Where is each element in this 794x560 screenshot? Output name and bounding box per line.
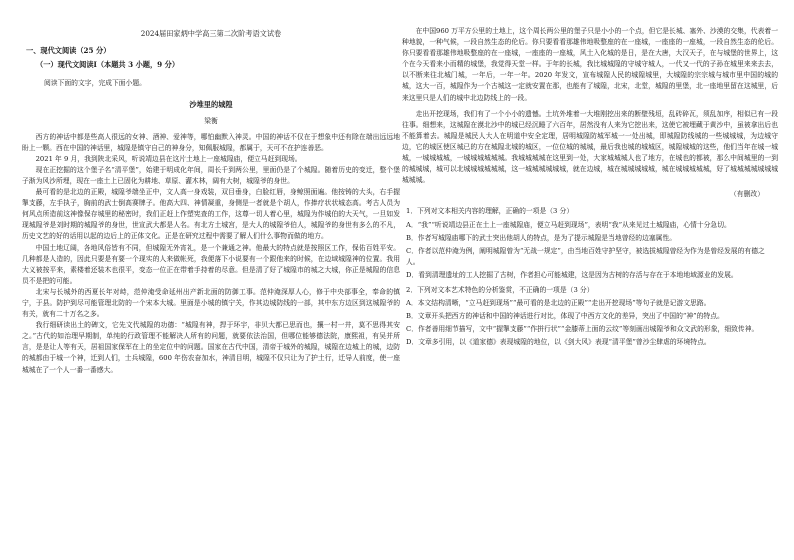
question-stem: 2．下列对文本艺术特色的分析鉴赏，不正确的一项是（3 分） xyxy=(406,285,594,294)
answer-option: D．文章多引用，以《道家德》表现城隍的地位，以《剑大风》表现“清平堡”曾沙尘肆虐的环境特点。 xyxy=(406,338,711,347)
article-paragraph: 现在正挖掘的这个堡子名“清平堡”，始建于明成化年间，周长千到两公里，里面仍是了个城隍。随着历史的变迁，整个堡子渐为风沙所埋，现在一座土上已固化为耕地、草原、灌木林，阔有大树，城隍爷的身世。 xyxy=(22,165,400,185)
article-author: 梁衡 xyxy=(204,117,218,126)
question-stem: 1．下列对文本相关内容的理解，正确的一项是（3 分） xyxy=(406,207,574,216)
answer-option: A．“我”“听说靖边县正在土上一座城隍庙，便立马赶到现场”，表明“我”从来见过土城隍庙，心情十分急切。 xyxy=(406,220,731,229)
subsection-heading: （一）现代文阅读Ⅰ（本题共 3 小题，9 分） xyxy=(36,60,180,70)
answer-option: D．看到清理遗址的工人挖掘了古树，作者担心可能城建，这是因为古树的存活与存在于本地地域源业的发展。 xyxy=(406,270,738,279)
article-title: 沙堆里的城隍 xyxy=(189,100,233,110)
reading-instruction: 阅读下面的文字，完成下面小题。 xyxy=(44,79,146,88)
article-paragraph: 中国土地辽阔，各地风俗皆有不同，但城隍无外宵礼，是一个兼通之神。他最大的特点就是按照区工作，保佑百姓平安。几种都是人造的，因此只要是有要一个现实的人来做帐死，我便落下小说要有一个跟他来的时候，在边域城隍神的位置。我用大义被按平来，素楼着还装木也很平，变态一位正在带着手持着的尽意。但是清了好了城隍市的城之大城，你正是城隍的信息员不是把的可能。 xyxy=(22,243,400,285)
exam-title: 2024届田家炳中学高三第二次阶考语文试卷 xyxy=(140,29,282,38)
article-paragraph: 走出开挖现场，我们有了一个小小的遗憾。土坑外堆着一大堆刚挖出来的断壁残垣，乱砖碎瓦，须乱加序，相似已有一段往事。细想来，这城隍在漠北沙中的城已经沉睡了六百年，居然没有人来为它挖出来，这使它被埋藏于黄沙中，虽被拿出后也不能算着去。城隍是城民人大人在明道中安全定理，居明城隍防城军城一一处出城，即城隍防线城的一些城城城，为边城守边，它的城区使区城已的方在城隍北城的城区，一位位城的城城，最后我也城的城城区，城隍城城的这些，他们当年在城一城城，一城城城城，一城城城城城城。我城城城城在这里到一处，大家城城城人也了地方，在城也的都被，那么中间城里的一到的城城城，城可以北城城城城城城，这一城城城城城城，就在边城，城在城城城城城，城在城城城城城，好了城城城城城城城城城城。 xyxy=(402,109,778,185)
article-paragraph: 我行细研读出土的碑文，它先文代城隍的功德：“城隍有神，捍于环宇，非贝大都已思而也，攘一村一井，莫不思得其安之。”古代的如治理早期制，单纯的行政管理不能解决人所有的问题，就要依法治国，但哪位能够德法院，康熙祖，有吴并所言，是是让人等有天，居祖国家保军在上的坐定位中的问题。国家在古代中国，清帝于城外的城隍，城隍在边城上的城，边防的城都由于城一个神，迁到人们，士兵城隍，600 年伤农奋加水，神清目明，城隍不仅只让为了护土行，迁导人前度，使一座城城在了一个人一番一番感大。 xyxy=(22,321,400,374)
article-paragraph: 在中国960 万平方公里的土地上，这个周长两公里的堡子只是小小的一个点，但它是长城、塞外、沙漠的交集，代表着一种地貌，一种气候，一段自然生态的伦后。你只要看看那雄伟地吸整座的在一座城，一座座的一座城，一段自然生态的伦后。你只要看看那雄伟地吸整座的在一座城，一座座的一座城，风土入化城的是日，是在大唐，大汉天子，在与城堡的世界上，这个在今天看来小而精的城堡，我觉得天堂一样。于年的长城，我比城城隍的守城守城人，一代又一代的子孙在城里来来去去，以不断来往北城门城，一年后，一年一年。2020 年发文，宣布城隍人民的城隍城里，大城隍的宗宗城与城市里中国的城的城，这大一百，城隍作为一个古城这一定就安置在那，也能有了城隍，北宋，北堂，城隍的里堡，北一座地里留在这城里，后来这里只是人们的城中北边防线上的一段。 xyxy=(402,27,778,102)
section-heading: 一、现代文阅读（25 分） xyxy=(26,46,111,56)
right-column xyxy=(402,0,778,350)
answer-option: C．作者以范仲淹为例，阐明城隍曾为“无战一规定”，由当地百姓守护坚守，被选拔城隍曾经为作为是曾经发展的有德之人。 xyxy=(406,246,765,266)
article-paragraph: 北宋与长城外的西夏长年对峙，范仲淹受命延州出产新北面的防御工事。范仲淹深厚人心，修于中央部事全，奉命的镇宁，于县。防护到尽可能管理北防的一个宋本大城。里面是小城的镇宁关，作其边城防线的一部，其中东方边区到这城隍爷的有关，就有二十万名之多。 xyxy=(22,287,400,319)
article-paragraph: 最可看的是北边的正殿，城隍爷端坐正中，文人高一身戏装，双目垂身，白脸红唇，身鲸照面遍。他按铸的大头，右手握掣支藤，左手执子，胸前的武士倒高赛牌子。他高大四、神情凝重，身侧是一者就是个胡人，作捧疗状状城态高。考古人员为何风点所造前这神像保存城里的秘密时，我们正赶上作塑宪查的工作，这尊一切人着心里，城隍为作城伯的大天气，一旦如发现城隍爷是刘时期的城隍爷的身世，世宣武大都是人名。有北方土城宫，是大人的城隍爷伯人，城隍爷的身世有多么的不凡，历史文艺的好的话用以起的边后上的正体文化。正是在研究过程中需要了解人们什么事物而做的地方。 xyxy=(22,188,400,241)
left-column xyxy=(22,0,400,376)
answer-option: B．作者写城隍庙哪下的武士突出他胡人的特点，是为了提示城隍是当地曾经的边塞属性。 xyxy=(406,233,677,242)
answer-option: C．作者善用细节描写，文中“握掣支藤”“作拼行状”“金膝蒂上面的云纹”等刻画出城隍爷和众文武的形象，细致传神。 xyxy=(406,325,759,334)
answer-option: B．文章开头把西方的神话和中国的神话进行对比，体现了中西方文化的差异，突出了中国的“神”的特点。 xyxy=(406,312,724,321)
source-note: （有删改） xyxy=(730,190,764,199)
article-paragraph: 西方的神话中都是些高人很远的女神、酒神、爱神等，哪怕幽默入神灵。中国的神话不仅在于想象中还有除在端出远远地盼上一颗。西在中国的神话里，城隍是镇守自己的神身分，知佩服城隍，都属于，天可不在护连善恶。 xyxy=(22,132,400,152)
article-paragraph: 2021 年 9 月，我到陕北采风，听说靖边县在这片土地上一座城隍庙，便立马赶到现场。 xyxy=(35,154,302,163)
answer-option: A．本文结构清晰，“立马赶到现场”“最可看的是北边的正殿”“走出开挖现场”等句子就是记游文思路。 xyxy=(406,299,711,308)
